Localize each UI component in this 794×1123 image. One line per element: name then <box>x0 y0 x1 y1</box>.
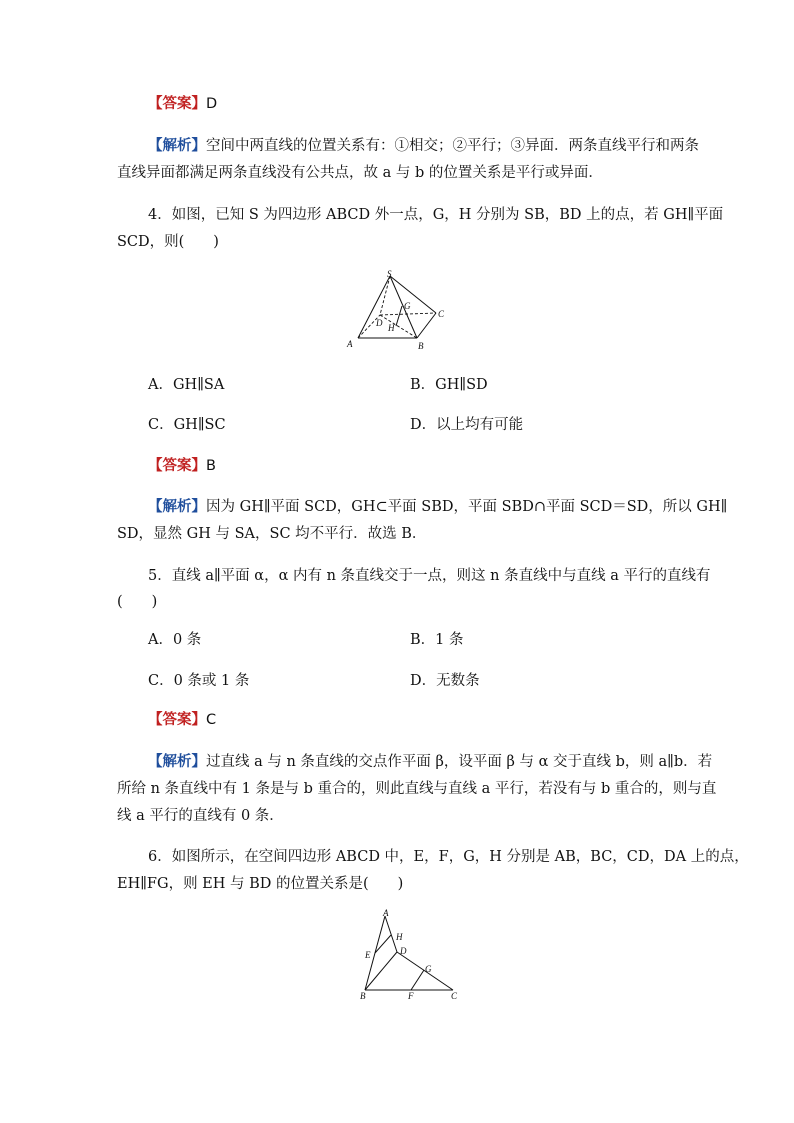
explanation-text: 空间中两直线的位置关系有：①相交；②平行；③异面．两条直线平行和两条 <box>206 138 699 154</box>
label-g: G <box>404 301 411 311</box>
explanation-text: 过直线 a 与 n 条直线的交点作平面 β，设平面 β 与 α 交于直线 b，则 a∥b．若 <box>206 754 713 770</box>
label-e: E <box>365 950 371 960</box>
edge-dc <box>380 313 436 315</box>
answer-label: 答案 <box>162 95 192 112</box>
answer-value: B <box>206 458 216 474</box>
explanation-text: 因为 GH∥平面 SCD，GH⊂平面 SBD，平面 SBD∩平面 SCD＝SD，所以 GH∥ <box>206 499 728 515</box>
question-6-line-1: 6．如图所示，在空间四边形 ABCD 中，E，F，G，H 分别是 AB，BC，CD，DA 上的点， <box>148 849 749 865</box>
option-c: C．GH∥SC <box>148 417 226 433</box>
explanation-line-1: 【解析】空间中两直线的位置关系有：①相交；②平行；③异面．两条直线平行和两条 <box>148 137 699 154</box>
question-4-line-2: SCD，则( ) <box>117 234 219 250</box>
question-4-line-1: 4．如图，已知 S 为四边形 ABCD 外一点，G，H 分别为 SB，BD 上的点，若 GH∥平面 <box>148 207 724 223</box>
label-d: D <box>400 946 407 956</box>
label-s: S <box>387 269 392 279</box>
option-d: D．以上均有可能 <box>410 417 524 433</box>
explanation-line-2: 直线异面都满足两条直线没有公共点，故 a 与 b 的位置关系是平行或异面． <box>117 165 603 181</box>
figure-pyramid-sabcd <box>340 268 460 353</box>
answer-label: 答案 <box>162 711 192 728</box>
label-h: H <box>396 932 403 942</box>
option-a: A．GH∥SA <box>148 377 225 393</box>
explanation-label: 解析 <box>162 753 192 770</box>
explanation-label: 解析 <box>162 498 192 515</box>
answer-label: 答案 <box>162 457 192 474</box>
label-a: A <box>347 339 353 349</box>
option-a: A．0 条 <box>148 632 202 648</box>
label-c: C <box>451 991 458 1001</box>
option-b: B．GH∥SD <box>410 377 488 393</box>
question-5-line-1: 5．直线 a∥平面 α，α 内有 n 条直线交于一点，则这 n 条直线中与直线 a 平行的直线有 <box>148 568 711 584</box>
edge-sa <box>358 276 390 338</box>
segment-fg <box>411 970 424 990</box>
figure-quadrilateral-abcd <box>355 908 470 1003</box>
option-d: D．无数条 <box>410 673 480 689</box>
segment-gh <box>396 306 402 326</box>
explanation-4-line-2: SD，显然 GH 与 SA，SC 均不平行．故选 B． <box>117 526 427 542</box>
label-b: B <box>360 991 366 1001</box>
answer-line-q5: 【答案】C <box>148 711 217 728</box>
label-f: F <box>408 991 414 1001</box>
answer-value: C <box>206 712 217 728</box>
edge-sc <box>390 276 436 313</box>
explanation-5-line-3: 线 a 平行的直线有 0 条． <box>117 808 284 824</box>
answer-value: D <box>206 96 218 112</box>
option-c: C．0 条或 1 条 <box>148 673 250 689</box>
answer-line-q4: 【答案】B <box>148 457 216 474</box>
explanation-label: 解析 <box>162 137 192 154</box>
label-h: H <box>388 323 395 333</box>
edge-sd <box>380 276 390 315</box>
explanation-4-line-1: 【解析】因为 GH∥平面 SCD，GH⊂平面 SBD，平面 SBD∩平面 SCD＝SD，所以 GH∥ <box>148 498 728 515</box>
question-6-line-2: EH∥FG，则 EH 与 BD 的位置关系是( ) <box>117 876 404 892</box>
question-5-line-2: ( ) <box>117 594 158 610</box>
option-b: B．1 条 <box>410 632 464 648</box>
label-g: G <box>425 964 432 974</box>
answer-line-q3: 【答案】D <box>148 95 218 112</box>
label-a: A <box>383 908 389 918</box>
label-c: C <box>438 309 445 319</box>
label-d: D <box>376 318 383 328</box>
explanation-5-line-2: 所给 n 条直线中有 1 条是与 b 重合的，则此直线与直线 a 平行，若没有与 b 重合的，则与直 <box>117 781 717 797</box>
label-b: B <box>418 341 424 351</box>
explanation-5-line-1: 【解析】过直线 a 与 n 条直线的交点作平面 β，设平面 β 与 α 交于直线 b，则 a∥b．若 <box>148 753 713 770</box>
edge-bc <box>417 313 436 338</box>
